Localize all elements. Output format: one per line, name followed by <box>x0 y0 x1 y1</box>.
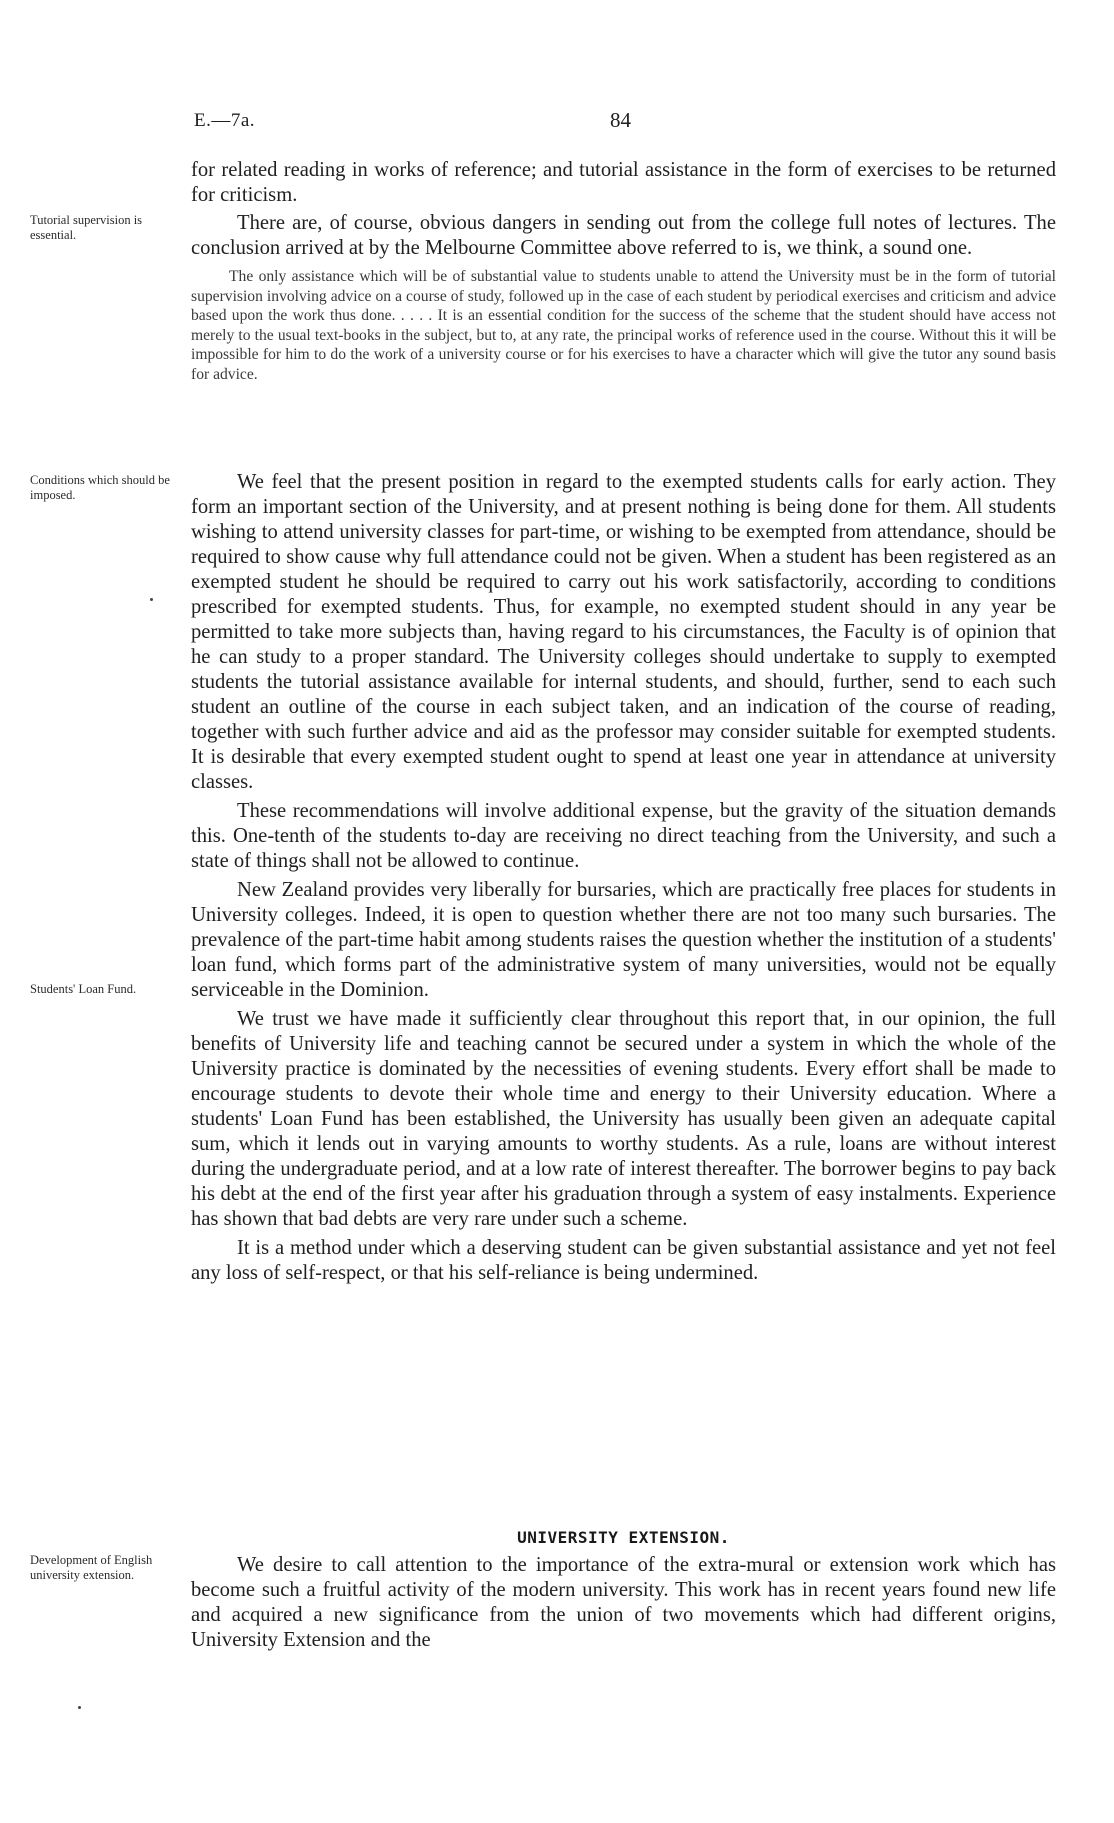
paragraph: There are, of course, obvious dangers in sending out from the college full notes of lectures. The conclusion arrived at by the Melbourne Committee above referred to is, we think, a sound one. <box>191 212 1056 259</box>
paragraph: New Zealand provides very liberally for bursaries, which are practically free places for students in University colleges. Indeed, it is open to question whether there are not too many such bursaries. The prevalence of the part-time habit among students raises the question whether the institution of a students' loan fund, which forms part of the administrative system of many universities, would not be equally serviceable in the Dominion. <box>191 879 1056 1001</box>
paragraph: We desire to call attention to the importance of the extra-mural or extension work which has become such a fruitful activity of the modern university. This work has in recent years found new life and acquired a new significance from the union of two movements which had different origins, University Extension and the <box>191 1554 1056 1651</box>
paragraph: We trust we have made it sufficiently clear throughout this report that, in our opinion, the full benefits of University life and teaching cannot be secured under a system in which the whole of the University practice is dominated by the necessities of evening students. Every effort shall be made to encourage students to devote their whole time and energy to their University education. Where a students' Loan Fund has been established, the University has usually been given an adequate capital sum, which it lends out in varying amounts to worthy students. As a rule, loans are without interest during the undergraduate period, and at a low rate of interest thereafter. The borrower begins to pay back his debt at the end of the first year after his graduation through a system of easy instalments. Experience has shown that bad debts are very rare under such a scheme. <box>191 1008 1056 1230</box>
paragraph: for related reading in works of reference; and tutorial assistance in the form of exercises to be returned for criticism. <box>191 159 1056 206</box>
margin-note-tutorial: Tutorial supervision is essential. <box>30 213 143 242</box>
block-quote: The only assistance which will be of substantial value to students unable to attend the University must be in the form of tutorial supervision involving advice on a course of study, followed up in the case of each student by periodical exercises and criticism and advice based upon the work thus done. . . . . It is an essential condition for the success of the scheme that the student should have access not merely to the usual text-books in the subject, but to, at any rate, the principal works of reference used in the course. Without this it will be impossible for him to do the work of a university course or for his exercises to have a character which will give the tutor any sound basis for advice. <box>191 268 1056 383</box>
margin-note-extension: Development of English university extension. <box>30 1553 153 1582</box>
stray-mark <box>150 598 153 601</box>
stray-mark <box>78 1706 81 1709</box>
margin-note-loan-fund: Students' Loan Fund. <box>30 982 137 996</box>
paragraph: These recommendations will involve additional expense, but the gravity of the situation demands this. One-tenth of the students to-day are receiving no direct teaching from the University, and such a state of things shall not be allowed to continue. <box>191 800 1056 872</box>
text-block-top <box>191 158 1056 385</box>
text-block-main <box>191 470 1056 1286</box>
text-block-bottom <box>191 1553 1056 1653</box>
page-number: 84 <box>610 108 631 132</box>
margin-note-conditions: Conditions which should be imposed. <box>30 473 170 502</box>
document-reference: E.—7a. <box>194 110 256 131</box>
paragraph: We feel that the present position in regard to the exempted students calls for early action. They form an important section of the University, and at present nothing is being done for them. All students wishing to attend university classes for part-time, or wishing to be exempted from attendance, should be required to show cause why full attendance could not be given. When a student has been registered as an exempted student he should be required to carry out his work satisfactorily, according to conditions prescribed for exempted students. Thus, for example, no exempted student should in any year be permitted to take more subjects than, having regard to his circumstances, the Faculty is of opinion that he can study to a proper standard. The University colleges should undertake to supply to exempted students the tutorial assistance available for internal students, and should, further, send to each such student an outline of the course in each subject taken, and an indication of the course of reading, together with such further advice and aid as the professor may consider suitable for exempted students. It is desirable that every exempted student ought to spend at least one year in attendance at university classes. <box>191 471 1056 793</box>
section-heading: UNIVERSITY EXTENSION. <box>517 1528 730 1547</box>
paragraph: It is a method under which a deserving student can be given substantial assistance and yet not feel any loss of self-respect, or that his self-reliance is being undermined. <box>191 1237 1056 1284</box>
